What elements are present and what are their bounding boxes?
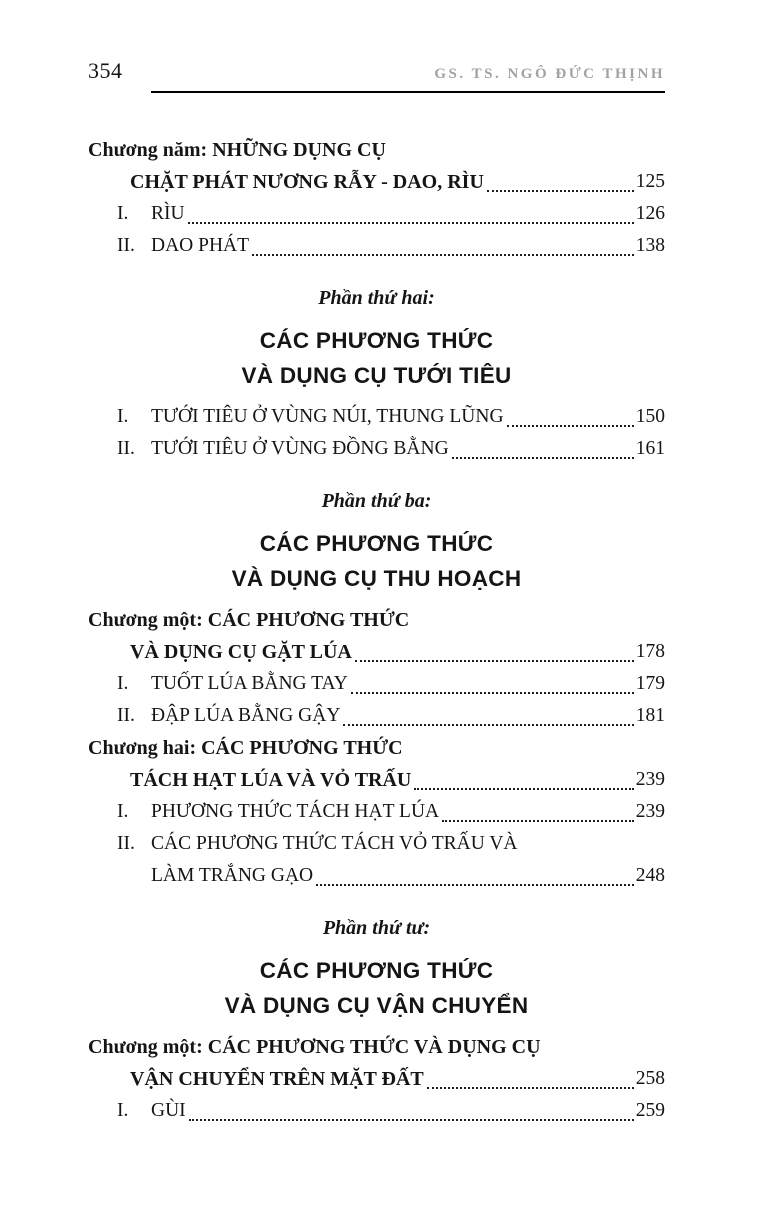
dot-leader <box>507 401 634 427</box>
toc-item-entry <box>88 796 665 828</box>
entry-text: VẬN CHUYỂN TRÊN MẶT ĐẤT <box>130 1068 424 1090</box>
chapter-heading-text: Chương hai: CÁC PHƯƠNG THỨC <box>88 737 403 759</box>
part-title <box>88 988 665 1023</box>
item-numeral: II. <box>117 833 135 854</box>
item-numeral: I. <box>117 203 129 224</box>
chapter-heading-text: Chương năm: NHỮNG DỤNG CỤ <box>88 139 386 161</box>
entry-page-number: 258 <box>635 1068 665 1089</box>
part-title-text: CÁC PHƯƠNG THỨC <box>259 531 494 556</box>
page-header <box>88 58 665 93</box>
folio-page-number: 354 <box>88 58 123 83</box>
toc-chapter-entry <box>88 1063 665 1095</box>
dot-leader <box>427 1063 634 1089</box>
entry-page-number: 178 <box>635 641 665 662</box>
entry-text: TƯỚI TIÊU Ở VÙNG NÚI, THUNG LŨNG <box>151 406 504 427</box>
item-numeral: II. <box>117 705 135 726</box>
entry-page-number: 239 <box>635 769 665 790</box>
chapter-heading-text: Chương một: CÁC PHƯƠNG THỨC <box>88 609 410 631</box>
entry-page-number: 179 <box>635 673 665 694</box>
toc-item-continuation <box>88 860 665 892</box>
entry-text: CÁC PHƯƠNG THỨC TÁCH VỎ TRẤU VÀ <box>151 833 518 854</box>
toc-chapter-heading <box>88 604 665 636</box>
item-numeral: I. <box>117 1100 129 1121</box>
item-numeral: II. <box>117 235 135 256</box>
part-title <box>88 323 665 358</box>
part-label <box>88 485 665 517</box>
entry-text: RÌU <box>151 203 185 224</box>
part-title-text: VÀ DỤNG CỤ TƯỚI TIÊU <box>241 363 512 388</box>
entry-text: CHẶT PHÁT NƯƠNG RẪY - DAO, RÌU <box>130 171 484 193</box>
entry-text: TƯỚI TIÊU Ở VÙNG ĐỒNG BẰNG <box>151 438 449 459</box>
part-title-text: CÁC PHƯƠNG THỨC <box>259 328 494 353</box>
part-label <box>88 282 665 314</box>
entry-page-number: 138 <box>635 235 665 256</box>
entry-text: DAO PHÁT <box>151 235 250 256</box>
toc-item-entry <box>88 433 665 465</box>
entry-text: GÙI <box>151 1100 186 1121</box>
toc-item-entry <box>88 668 665 700</box>
toc-chapter-entry <box>88 636 665 668</box>
table-of-contents <box>88 134 665 1127</box>
dot-leader <box>442 796 634 822</box>
toc-item-entry <box>88 1095 665 1127</box>
toc-item-entry <box>88 700 665 732</box>
header-rule <box>151 91 665 93</box>
entry-text: LÀM TRẮNG GẠO <box>151 865 314 886</box>
part-label-text: Phần thứ ba: <box>321 490 432 512</box>
part-title <box>88 953 665 988</box>
item-numeral: I. <box>117 673 129 694</box>
part-title-text: CÁC PHƯƠNG THỨC <box>259 958 494 983</box>
toc-chapter-entry <box>88 166 665 198</box>
dot-leader <box>452 433 634 459</box>
dot-leader <box>343 700 633 726</box>
entry-text: TÁCH HẠT LÚA VÀ VỎ TRẤU <box>130 769 412 791</box>
toc-item-entry <box>88 401 665 433</box>
item-numeral: II. <box>117 438 135 459</box>
entry-page-number: 125 <box>635 171 665 192</box>
part-title <box>88 358 665 393</box>
dot-leader <box>188 198 634 224</box>
dot-leader <box>487 166 634 192</box>
entry-text: ĐẬP LÚA BẰNG GẬY <box>151 705 341 726</box>
part-title-text: VÀ DỤNG CỤ THU HOẠCH <box>231 566 522 591</box>
part-label <box>88 912 665 944</box>
toc-item-entry <box>88 198 665 230</box>
toc-chapter-heading <box>88 1031 665 1063</box>
toc-item-entry <box>88 230 665 262</box>
toc-chapter-heading <box>88 134 665 166</box>
part-label-text: Phần thứ tư: <box>322 917 431 939</box>
entry-text: VÀ DỤNG CỤ GẶT LÚA <box>130 641 352 663</box>
dot-leader <box>189 1095 634 1121</box>
entry-text: PHƯƠNG THỨC TÁCH HẠT LÚA <box>151 801 440 822</box>
chapter-heading-text: Chương một: CÁC PHƯƠNG THỨC VÀ DỤNG CỤ <box>88 1036 541 1058</box>
entry-page-number: 259 <box>635 1100 665 1121</box>
toc-chapter-entry <box>88 764 665 796</box>
toc-chapter-heading <box>88 732 665 764</box>
part-title <box>88 526 665 561</box>
part-title <box>88 561 665 596</box>
entry-page-number: 126 <box>635 203 665 224</box>
toc-item-entry <box>88 828 665 860</box>
entry-page-number: 150 <box>635 406 665 427</box>
running-header-author: GS. TS. NGÔ ĐỨC THỊNH <box>434 66 665 82</box>
item-numeral: I. <box>117 801 129 822</box>
item-numeral: I. <box>117 406 129 427</box>
dot-leader <box>252 230 634 256</box>
entry-page-number: 239 <box>635 801 665 822</box>
dot-leader <box>316 860 634 886</box>
part-title-text: VÀ DỤNG CỤ VẬN CHUYỂN <box>224 993 529 1018</box>
entry-page-number: 248 <box>635 865 665 886</box>
part-label-text: Phần thứ hai: <box>318 287 435 309</box>
dot-leader <box>414 764 633 790</box>
dot-leader <box>355 636 634 662</box>
dot-leader <box>351 668 634 694</box>
entry-page-number: 181 <box>635 705 665 726</box>
entry-text: TUỐT LÚA BẰNG TAY <box>151 673 348 694</box>
entry-page-number: 161 <box>635 438 665 459</box>
